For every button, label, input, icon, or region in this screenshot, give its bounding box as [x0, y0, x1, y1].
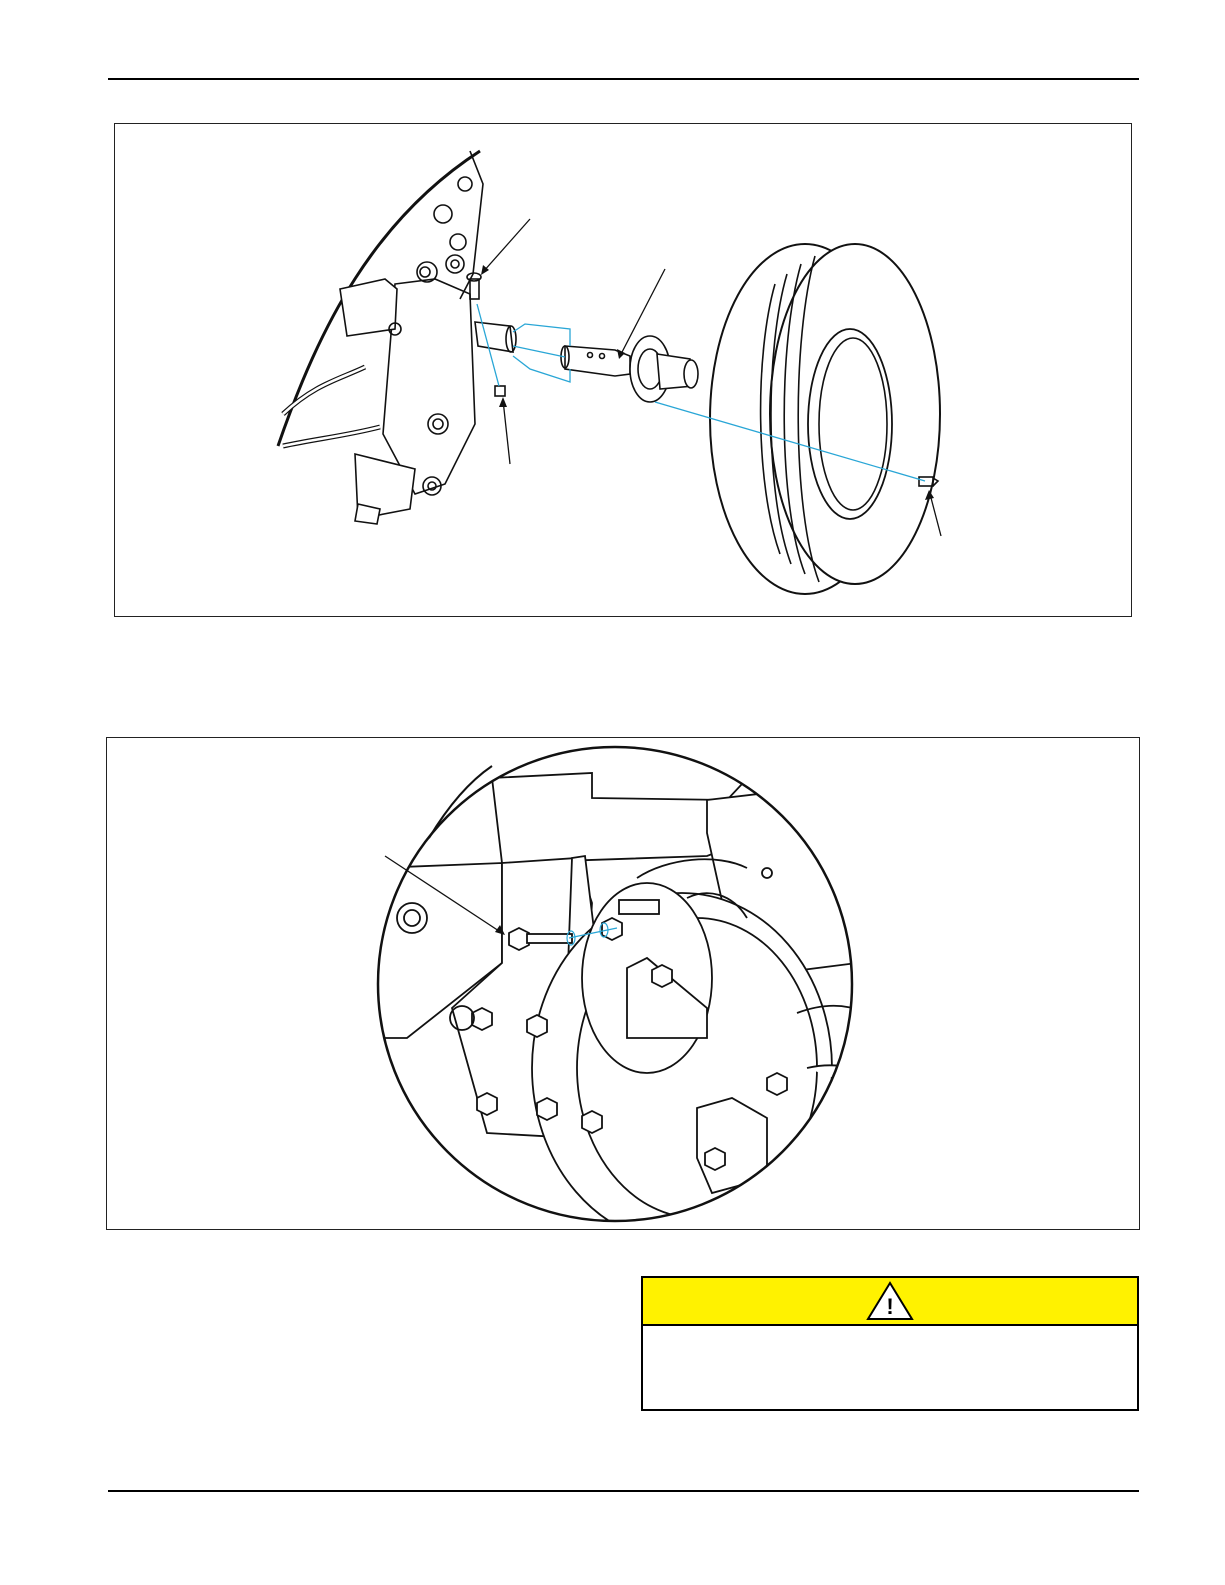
warning-triangle-icon — [866, 1281, 914, 1321]
footer-rule — [108, 1490, 1139, 1492]
figure-gauge-arm-detail — [106, 737, 1140, 1230]
header-rule — [108, 78, 1139, 80]
gauge-arm-illustration — [107, 738, 1140, 1230]
caution-box — [641, 1276, 1139, 1411]
caution-header — [643, 1278, 1137, 1326]
caution-body — [643, 1326, 1137, 1350]
svg-text:!: ! — [886, 1294, 894, 1319]
figure-wheel-assembly — [114, 123, 1132, 617]
wheel-assembly-illustration — [115, 124, 1132, 617]
